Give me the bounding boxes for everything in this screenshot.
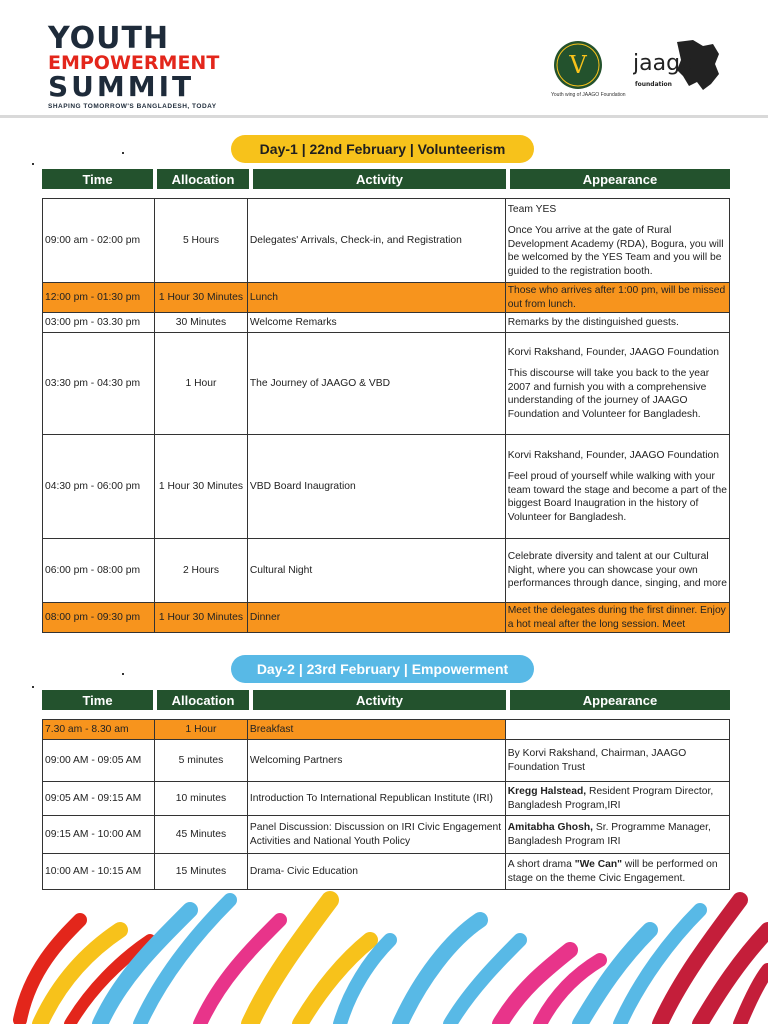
vbd-logo-icon <box>553 40 603 90</box>
cell-appearance <box>505 333 729 435</box>
cell-appearance <box>505 816 729 854</box>
cell-activity: Welcome Remarks <box>247 313 505 333</box>
table-row <box>43 283 730 313</box>
appearance-line: Korvi Rakshand, Founder, JAAGO Foundation <box>507 449 719 461</box>
cell-time: 12:00 pm - 01:30 pm <box>43 283 155 313</box>
cell-activity: Dinner <box>247 603 505 633</box>
cell-time: 03:30 pm - 04:30 pm <box>43 333 155 435</box>
logo-youth: YOUTH <box>48 21 170 56</box>
cell-allocation: 15 Minutes <box>155 854 248 890</box>
logo-summit: SUMMIT <box>48 70 195 103</box>
col-header-appearance: Appearance <box>510 169 730 189</box>
jaago-logo-icon <box>633 40 723 95</box>
decorative-brush-strokes <box>0 880 768 1024</box>
appearance-line: Celebrate diversity and talent at our Cultural Night, where you can showcase your own performances through dance, singing, and more <box>507 551 727 590</box>
cell-appearance <box>505 313 729 333</box>
col-header-appearance: Appearance <box>510 690 730 710</box>
cell-appearance <box>505 283 729 313</box>
cell-allocation: 45 Minutes <box>155 816 248 854</box>
summit-logo <box>48 21 220 110</box>
cell-activity: Cultural Night <box>247 539 505 603</box>
appearance-text: By Korvi Rakshand, Chairman, JAAGO Foundation Trust <box>507 748 687 773</box>
cell-activity: Lunch <box>247 283 505 313</box>
appearance-text: Sr. Programme Manager, Bangladesh Program IRI <box>507 822 711 847</box>
jaago-logo-sub: foundation <box>635 81 672 88</box>
cell-time: 7.30 am - 8.30 am <box>43 720 155 740</box>
cell-activity: Breakfast <box>247 720 505 740</box>
stray-dot <box>122 152 124 154</box>
table-row <box>43 782 730 816</box>
appearance-speaker: Kregg Halstead, <box>507 786 587 797</box>
appearance-text: A short drama <box>507 859 575 870</box>
col-header-allocation: Allocation <box>157 169 249 189</box>
col-header-allocation: Allocation <box>157 690 249 710</box>
cell-allocation: 1 Hour <box>155 333 248 435</box>
cell-appearance <box>505 603 729 633</box>
cell-appearance <box>505 199 729 283</box>
table-row <box>43 199 730 283</box>
appearance-speaker: Amitabha Ghosh, <box>507 822 593 833</box>
appearance-line: Once You arrive at the gate of Rural Development Academy (RDA), Bogura, you will be welcomed by the YES Team and you will be guided to the registration booth. <box>507 225 724 277</box>
cell-activity: Panel Discussion: Discussion on IRI Civic Engagement Activities and National Youth Policy <box>247 816 505 854</box>
cell-appearance <box>505 435 729 539</box>
cell-allocation: 30 Minutes <box>155 313 248 333</box>
vbd-logo-letter: V <box>569 51 587 79</box>
table-row <box>43 740 730 782</box>
cell-activity: Drama- Civic Education <box>247 854 505 890</box>
appearance-line: Feel proud of yourself while walking with your team toward the stage and become a part of the biggest Board Inaugration in the history of Volunteer for Bangladesh. <box>507 471 727 523</box>
cell-activity: The Journey of JAAGO & VBD <box>247 333 505 435</box>
cell-time: 09:15 AM - 10:00 AM <box>43 816 155 854</box>
day2-schedule-table <box>42 719 730 890</box>
cell-allocation: 10 minutes <box>155 782 248 816</box>
table-row <box>43 816 730 854</box>
stray-dot <box>32 686 34 688</box>
jaago-logo-text: jaago <box>633 51 694 76</box>
vbd-caption: Youth wing of JAAGO Foundation <box>551 92 626 98</box>
day1-schedule-table <box>42 198 730 633</box>
cell-allocation: 2 Hours <box>155 539 248 603</box>
cell-allocation: 5 Hours <box>155 199 248 283</box>
cell-time: 09:00 am - 02:00 pm <box>43 199 155 283</box>
cell-time: 06:00 pm - 08:00 pm <box>43 539 155 603</box>
col-header-activity: Activity <box>253 690 506 710</box>
table-row <box>43 720 730 740</box>
cell-time: 10:00 AM - 10:15 AM <box>43 854 155 890</box>
cell-time: 09:00 AM - 09:05 AM <box>43 740 155 782</box>
cell-appearance <box>505 539 729 603</box>
header-divider <box>0 115 768 118</box>
cell-allocation: 5 minutes <box>155 740 248 782</box>
table-row <box>43 313 730 333</box>
cell-time: 04:30 pm - 06:00 pm <box>43 435 155 539</box>
cell-allocation: 1 Hour 30 Minutes <box>155 603 248 633</box>
cell-time: 08:00 pm - 09:30 pm <box>43 603 155 633</box>
logo-empowerment: EMPOWERMENT <box>48 52 220 74</box>
col-header-time: Time <box>42 169 153 189</box>
cell-appearance <box>505 740 729 782</box>
stray-dot <box>32 163 34 165</box>
col-header-activity: Activity <box>253 169 506 189</box>
cell-appearance <box>505 720 729 740</box>
day2-title: Day-2 | 23rd February | Empowerment <box>231 655 534 683</box>
appearance-line: Meet the delegates during the first dinner. Enjoy a hot meal after the long session. Meet <box>507 605 726 630</box>
appearance-text: will be performed on stage on the theme Civic Engagement. <box>507 859 718 884</box>
cell-activity: Delegates' Arrivals, Check-in, and Registration <box>247 199 505 283</box>
appearance-drama-title: "We Can" <box>574 859 623 870</box>
day1-title: Day-1 | 22nd February | Volunteerism <box>231 135 534 163</box>
stray-dot <box>122 673 124 675</box>
cell-time: 03:00 pm - 03.30 pm <box>43 313 155 333</box>
cell-activity: Introduction To International Republican Institute (IRI) <box>247 782 505 816</box>
appearance-line: Team YES <box>507 203 557 215</box>
appearance-text: Resident Program Director, Bangladesh Program,IRI <box>507 786 714 811</box>
appearance-line: Those who arrives after 1:00 pm, will be missed out from lunch. <box>507 285 726 310</box>
cell-activity: VBD Board Inaugration <box>247 435 505 539</box>
cell-allocation: 1 Hour 30 Minutes <box>155 435 248 539</box>
cell-activity: Welcoming Partners <box>247 740 505 782</box>
cell-time: 09:05 AM - 09:15 AM <box>43 782 155 816</box>
table-row <box>43 435 730 539</box>
cell-appearance <box>505 782 729 816</box>
cell-allocation: 1 Hour <box>155 720 248 740</box>
col-header-time: Time <box>42 690 153 710</box>
appearance-line: Remarks by the distinguished guests. <box>507 316 679 328</box>
appearance-line: Korvi Rakshand, Founder, JAAGO Foundation <box>507 346 719 358</box>
appearance-line: This discourse will take you back to the year 2007 and furnish you with a comprehensive understanding of the journey of JAAGO Foundation and Volunteer for Bangladesh. <box>507 368 710 420</box>
table-row <box>43 333 730 435</box>
table-row <box>43 539 730 603</box>
logo-tagline: SHAPING TOMORROW'S BANGLADESH, TODAY <box>48 103 217 110</box>
cell-allocation: 1 Hour 30 Minutes <box>155 283 248 313</box>
table-row <box>43 603 730 633</box>
page-header <box>0 0 768 118</box>
